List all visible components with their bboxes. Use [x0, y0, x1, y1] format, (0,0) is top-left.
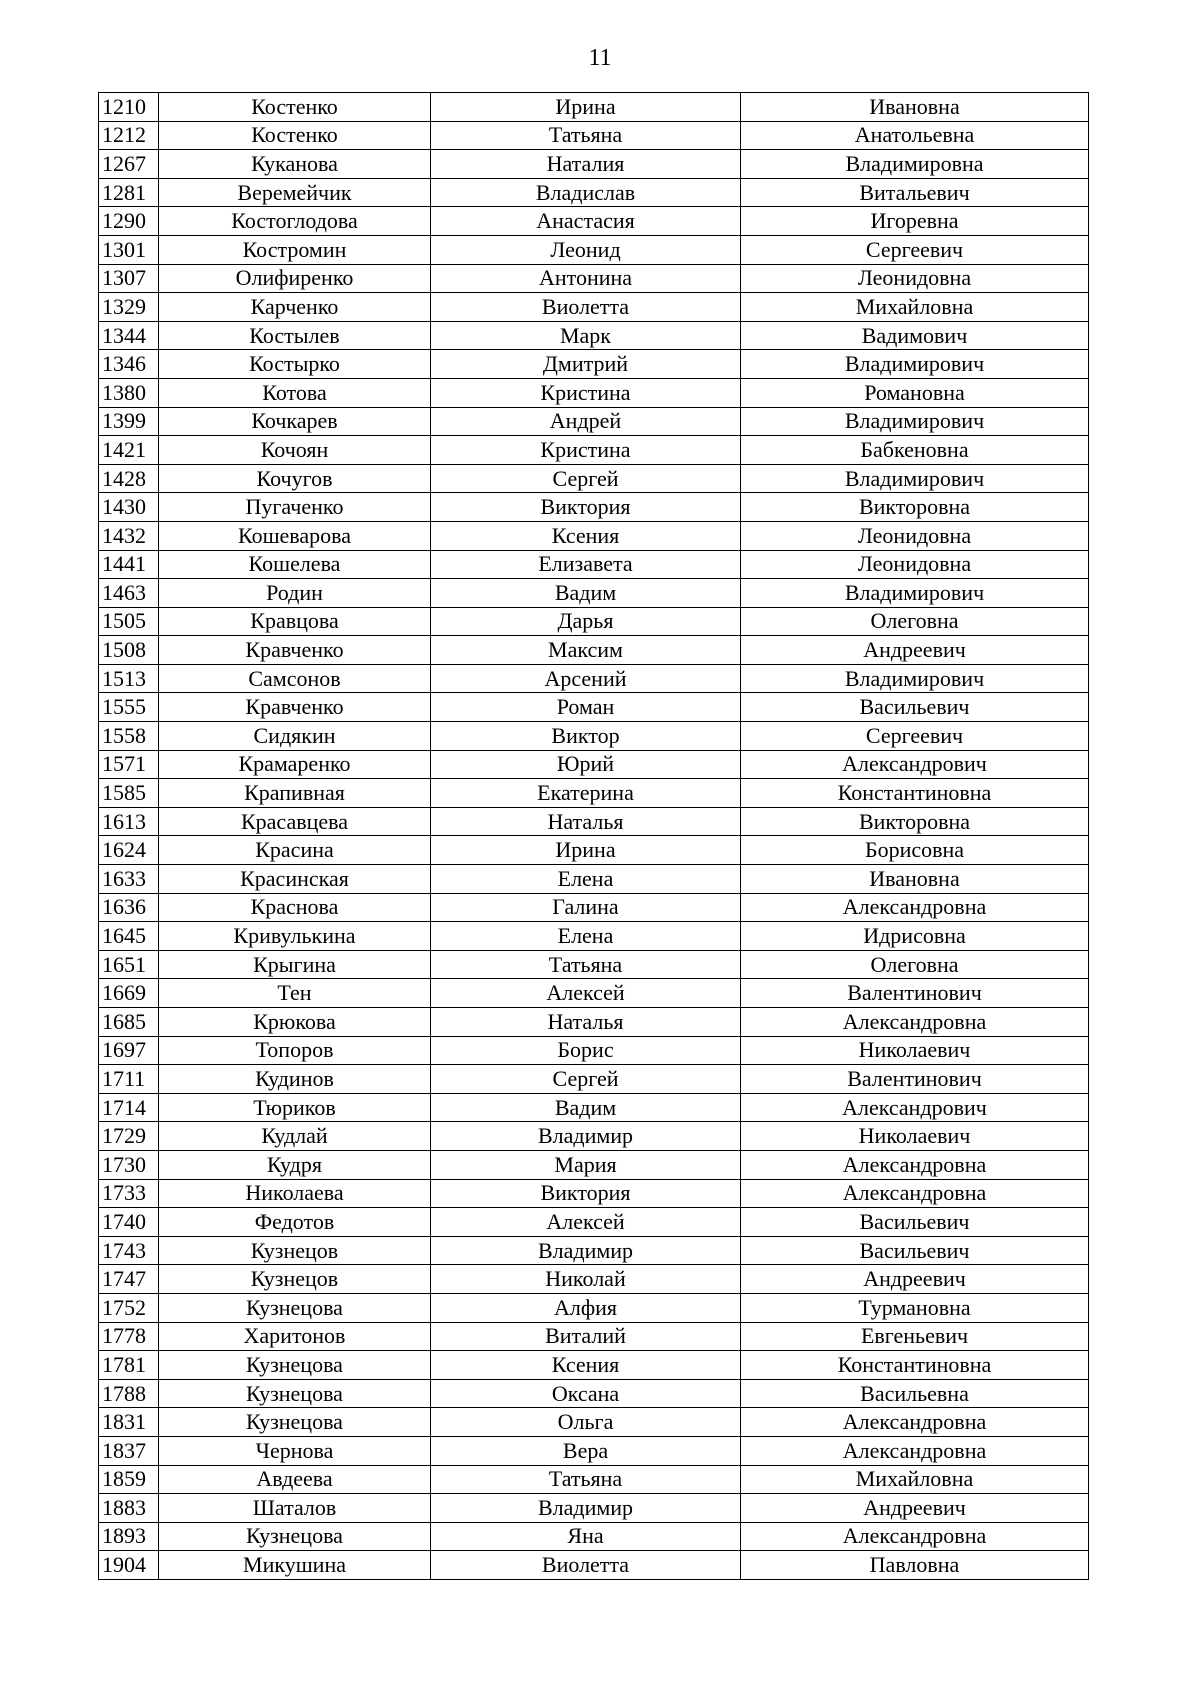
patronymic-cell: Викторовна — [741, 493, 1089, 522]
row-number-cell: 1740 — [99, 1208, 159, 1237]
table-row — [99, 121, 1089, 150]
row-number-cell: 1463 — [99, 579, 159, 608]
first-name-cell: Татьяна — [431, 1465, 741, 1494]
table-row — [99, 1351, 1089, 1380]
patronymic-cell: Игоревна — [741, 207, 1089, 236]
row-number-cell: 1669 — [99, 979, 159, 1008]
patronymic-cell: Вадимович — [741, 321, 1089, 350]
table-row — [99, 1322, 1089, 1351]
last-name-cell: Красинская — [159, 865, 431, 894]
last-name-cell: Шаталов — [159, 1494, 431, 1523]
first-name-cell: Мария — [431, 1150, 741, 1179]
row-number-cell: 1781 — [99, 1351, 159, 1380]
first-name-cell: Ирина — [431, 93, 741, 122]
patronymic-cell: Васильевич — [741, 693, 1089, 722]
row-number-cell: 1714 — [99, 1093, 159, 1122]
row-number-cell: 1697 — [99, 1036, 159, 1065]
row-number-cell: 1729 — [99, 1122, 159, 1151]
last-name-cell: Авдеева — [159, 1465, 431, 1494]
table-row — [99, 1122, 1089, 1151]
table-row — [99, 1150, 1089, 1179]
table-row — [99, 1208, 1089, 1237]
table-row — [99, 579, 1089, 608]
first-name-cell: Оксана — [431, 1379, 741, 1408]
patronymic-cell: Васильевич — [741, 1208, 1089, 1237]
last-name-cell: Костенко — [159, 93, 431, 122]
last-name-cell: Кошелева — [159, 550, 431, 579]
last-name-cell: Кузнецова — [159, 1522, 431, 1551]
table-row — [99, 1551, 1089, 1580]
last-name-cell: Крапивная — [159, 779, 431, 808]
row-number-cell: 1752 — [99, 1293, 159, 1322]
table-row — [99, 1293, 1089, 1322]
page-number: 11 — [588, 45, 612, 71]
patronymic-cell: Александровна — [741, 1150, 1089, 1179]
table-row — [99, 235, 1089, 264]
last-name-cell: Родин — [159, 579, 431, 608]
last-name-cell: Крыгина — [159, 950, 431, 979]
table-row — [99, 1236, 1089, 1265]
first-name-cell: Арсений — [431, 664, 741, 693]
table-row — [99, 1008, 1089, 1037]
row-number-cell: 1430 — [99, 493, 159, 522]
patronymic-cell: Борисовна — [741, 836, 1089, 865]
table-row — [99, 1036, 1089, 1065]
patronymic-cell: Турмановна — [741, 1293, 1089, 1322]
table-row — [99, 1065, 1089, 1094]
table-row — [99, 464, 1089, 493]
row-number-cell: 1711 — [99, 1065, 159, 1094]
row-number-cell: 1428 — [99, 464, 159, 493]
first-name-cell: Елена — [431, 865, 741, 894]
patronymic-cell: Леонидовна — [741, 521, 1089, 550]
patronymic-cell: Ивановна — [741, 93, 1089, 122]
patronymic-cell: Валентинович — [741, 979, 1089, 1008]
patronymic-cell: Михайловна — [741, 1465, 1089, 1494]
table-row — [99, 922, 1089, 951]
first-name-cell: Ксения — [431, 1351, 741, 1380]
first-name-cell: Антонина — [431, 264, 741, 293]
last-name-cell: Кудинов — [159, 1065, 431, 1094]
last-name-cell: Микушина — [159, 1551, 431, 1580]
table-row — [99, 350, 1089, 379]
row-number-cell: 1290 — [99, 207, 159, 236]
last-name-cell: Веремейчик — [159, 178, 431, 207]
row-number-cell: 1904 — [99, 1551, 159, 1580]
row-number-cell: 1329 — [99, 293, 159, 322]
table-row — [99, 1093, 1089, 1122]
row-number-cell: 1513 — [99, 664, 159, 693]
first-name-cell: Владимир — [431, 1494, 741, 1523]
patronymic-cell: Идрисовна — [741, 922, 1089, 951]
row-number-cell: 1778 — [99, 1322, 159, 1351]
patronymic-cell: Александровна — [741, 1179, 1089, 1208]
patronymic-cell: Александрович — [741, 1093, 1089, 1122]
first-name-cell: Дарья — [431, 607, 741, 636]
row-number-cell: 1307 — [99, 264, 159, 293]
first-name-cell: Николай — [431, 1265, 741, 1294]
last-name-cell: Чернова — [159, 1436, 431, 1465]
first-name-cell: Ксения — [431, 521, 741, 550]
table-row — [99, 893, 1089, 922]
patronymic-cell: Ивановна — [741, 865, 1089, 894]
last-name-cell: Красавцева — [159, 807, 431, 836]
first-name-cell: Наталия — [431, 150, 741, 179]
patronymic-cell: Михайловна — [741, 293, 1089, 322]
patronymic-cell: Андреевич — [741, 636, 1089, 665]
table-row — [99, 1379, 1089, 1408]
last-name-cell: Костылев — [159, 321, 431, 350]
last-name-cell: Кочоян — [159, 436, 431, 465]
row-number-cell: 1733 — [99, 1179, 159, 1208]
table-row — [99, 150, 1089, 179]
roster-table — [98, 92, 1089, 1580]
row-number-cell: 1788 — [99, 1379, 159, 1408]
last-name-cell: Краснова — [159, 893, 431, 922]
table-row — [99, 607, 1089, 636]
first-name-cell: Виталий — [431, 1322, 741, 1351]
table-row — [99, 1179, 1089, 1208]
row-number-cell: 1624 — [99, 836, 159, 865]
row-number-cell: 1747 — [99, 1265, 159, 1294]
first-name-cell: Елена — [431, 922, 741, 951]
table-row — [99, 264, 1089, 293]
table-row — [99, 178, 1089, 207]
row-number-cell: 1380 — [99, 378, 159, 407]
row-number-cell: 1212 — [99, 121, 159, 150]
row-number-cell: 1267 — [99, 150, 159, 179]
first-name-cell: Ирина — [431, 836, 741, 865]
first-name-cell: Вадим — [431, 1093, 741, 1122]
last-name-cell: Кошеварова — [159, 521, 431, 550]
patronymic-cell: Владимирович — [741, 407, 1089, 436]
patronymic-cell: Владимирович — [741, 350, 1089, 379]
table-row — [99, 779, 1089, 808]
first-name-cell: Сергей — [431, 1065, 741, 1094]
first-name-cell: Вера — [431, 1436, 741, 1465]
row-number-cell: 1558 — [99, 722, 159, 751]
last-name-cell: Крамаренко — [159, 750, 431, 779]
row-number-cell: 1645 — [99, 922, 159, 951]
row-number-cell: 1571 — [99, 750, 159, 779]
last-name-cell: Костырко — [159, 350, 431, 379]
first-name-cell: Леонид — [431, 235, 741, 264]
table-row — [99, 693, 1089, 722]
table-row — [99, 836, 1089, 865]
row-number-cell: 1837 — [99, 1436, 159, 1465]
patronymic-cell: Леонидовна — [741, 550, 1089, 579]
first-name-cell: Татьяна — [431, 121, 741, 150]
table-row — [99, 293, 1089, 322]
patronymic-cell: Романовна — [741, 378, 1089, 407]
table-row — [99, 865, 1089, 894]
patronymic-cell: Александровна — [741, 1408, 1089, 1437]
table-row — [99, 407, 1089, 436]
row-number-cell: 1301 — [99, 235, 159, 264]
last-name-cell: Костромин — [159, 235, 431, 264]
last-name-cell: Куканова — [159, 150, 431, 179]
table-row — [99, 750, 1089, 779]
table-row — [99, 1408, 1089, 1437]
patronymic-cell: Леонидовна — [741, 264, 1089, 293]
first-name-cell: Екатерина — [431, 779, 741, 808]
row-number-cell: 1555 — [99, 693, 159, 722]
last-name-cell: Сидякин — [159, 722, 431, 751]
row-number-cell: 1421 — [99, 436, 159, 465]
row-number-cell: 1281 — [99, 178, 159, 207]
table-row — [99, 1522, 1089, 1551]
last-name-cell: Кудря — [159, 1150, 431, 1179]
patronymic-cell: Васильевна — [741, 1379, 1089, 1408]
first-name-cell: Владимир — [431, 1236, 741, 1265]
patronymic-cell: Викторовна — [741, 807, 1089, 836]
patronymic-cell: Валентинович — [741, 1065, 1089, 1094]
row-number-cell: 1636 — [99, 893, 159, 922]
row-number-cell: 1346 — [99, 350, 159, 379]
last-name-cell: Красина — [159, 836, 431, 865]
patronymic-cell: Константиновна — [741, 779, 1089, 808]
last-name-cell: Костенко — [159, 121, 431, 150]
patronymic-cell: Витальевич — [741, 178, 1089, 207]
last-name-cell: Топоров — [159, 1036, 431, 1065]
row-number-cell: 1210 — [99, 93, 159, 122]
table-row — [99, 93, 1089, 122]
first-name-cell: Виктория — [431, 1179, 741, 1208]
row-number-cell: 1505 — [99, 607, 159, 636]
row-number-cell: 1399 — [99, 407, 159, 436]
last-name-cell: Кривулькина — [159, 922, 431, 951]
last-name-cell: Кочугов — [159, 464, 431, 493]
patronymic-cell: Бабкеновна — [741, 436, 1089, 465]
patronymic-cell: Олеговна — [741, 607, 1089, 636]
patronymic-cell: Владимировна — [741, 150, 1089, 179]
patronymic-cell: Евгеньевич — [741, 1322, 1089, 1351]
roster-table-body — [99, 93, 1089, 1580]
last-name-cell: Кузнецова — [159, 1351, 431, 1380]
last-name-cell: Пугаченко — [159, 493, 431, 522]
first-name-cell: Наталья — [431, 1008, 741, 1037]
patronymic-cell: Андреевич — [741, 1265, 1089, 1294]
table-row — [99, 521, 1089, 550]
row-number-cell: 1633 — [99, 865, 159, 894]
patronymic-cell: Владимирович — [741, 579, 1089, 608]
table-row — [99, 378, 1089, 407]
first-name-cell: Дмитрий — [431, 350, 741, 379]
patronymic-cell: Сергеевич — [741, 722, 1089, 751]
last-name-cell: Кравченко — [159, 636, 431, 665]
patronymic-cell: Константиновна — [741, 1351, 1089, 1380]
table-row — [99, 950, 1089, 979]
first-name-cell: Максим — [431, 636, 741, 665]
patronymic-cell: Александровна — [741, 1008, 1089, 1037]
table-row — [99, 436, 1089, 465]
first-name-cell: Марк — [431, 321, 741, 350]
patronymic-cell: Александрович — [741, 750, 1089, 779]
row-number-cell: 1831 — [99, 1408, 159, 1437]
table-row — [99, 807, 1089, 836]
patronymic-cell: Александровна — [741, 1436, 1089, 1465]
table-row — [99, 979, 1089, 1008]
first-name-cell: Наталья — [431, 807, 741, 836]
first-name-cell: Сергей — [431, 464, 741, 493]
patronymic-cell: Николаевич — [741, 1122, 1089, 1151]
row-number-cell: 1432 — [99, 521, 159, 550]
first-name-cell: Виктория — [431, 493, 741, 522]
last-name-cell: Кудлай — [159, 1122, 431, 1151]
first-name-cell: Владимир — [431, 1122, 741, 1151]
last-name-cell: Самсонов — [159, 664, 431, 693]
row-number-cell: 1859 — [99, 1465, 159, 1494]
table-row — [99, 664, 1089, 693]
first-name-cell: Яна — [431, 1522, 741, 1551]
row-number-cell: 1730 — [99, 1150, 159, 1179]
table-row — [99, 207, 1089, 236]
first-name-cell: Кристина — [431, 436, 741, 465]
first-name-cell: Алексей — [431, 979, 741, 1008]
last-name-cell: Кузнецова — [159, 1293, 431, 1322]
row-number-cell: 1585 — [99, 779, 159, 808]
row-number-cell: 1613 — [99, 807, 159, 836]
last-name-cell: Олифиренко — [159, 264, 431, 293]
last-name-cell: Кравченко — [159, 693, 431, 722]
row-number-cell: 1441 — [99, 550, 159, 579]
table-row — [99, 550, 1089, 579]
row-number-cell: 1344 — [99, 321, 159, 350]
first-name-cell: Татьяна — [431, 950, 741, 979]
first-name-cell: Виолетта — [431, 293, 741, 322]
first-name-cell: Виктор — [431, 722, 741, 751]
first-name-cell: Анастасия — [431, 207, 741, 236]
last-name-cell: Федотов — [159, 1208, 431, 1237]
first-name-cell: Роман — [431, 693, 741, 722]
patronymic-cell: Владимирович — [741, 664, 1089, 693]
table-row — [99, 1265, 1089, 1294]
patronymic-cell: Олеговна — [741, 950, 1089, 979]
last-name-cell: Кузнецова — [159, 1379, 431, 1408]
last-name-cell: Харитонов — [159, 1322, 431, 1351]
table-row — [99, 636, 1089, 665]
last-name-cell: Кузнецов — [159, 1265, 431, 1294]
last-name-cell: Кузнецов — [159, 1236, 431, 1265]
first-name-cell: Вадим — [431, 579, 741, 608]
patronymic-cell: Александровна — [741, 1522, 1089, 1551]
table-row — [99, 722, 1089, 751]
last-name-cell: Кравцова — [159, 607, 431, 636]
last-name-cell: Карченко — [159, 293, 431, 322]
table-row — [99, 493, 1089, 522]
patronymic-cell: Александровна — [741, 893, 1089, 922]
last-name-cell: Николаева — [159, 1179, 431, 1208]
patronymic-cell: Андреевич — [741, 1494, 1089, 1523]
patronymic-cell: Николаевич — [741, 1036, 1089, 1065]
patronymic-cell: Васильевич — [741, 1236, 1089, 1265]
patronymic-cell: Павловна — [741, 1551, 1089, 1580]
first-name-cell: Владислав — [431, 178, 741, 207]
table-row — [99, 1465, 1089, 1494]
first-name-cell: Кристина — [431, 378, 741, 407]
row-number-cell: 1508 — [99, 636, 159, 665]
row-number-cell: 1893 — [99, 1522, 159, 1551]
first-name-cell: Ольга — [431, 1408, 741, 1437]
table-row — [99, 321, 1089, 350]
first-name-cell: Юрий — [431, 750, 741, 779]
first-name-cell: Алфия — [431, 1293, 741, 1322]
row-number-cell: 1743 — [99, 1236, 159, 1265]
row-number-cell: 1685 — [99, 1008, 159, 1037]
table-row — [99, 1436, 1089, 1465]
patronymic-cell: Сергеевич — [741, 235, 1089, 264]
patronymic-cell: Владимирович — [741, 464, 1089, 493]
row-number-cell: 1883 — [99, 1494, 159, 1523]
first-name-cell: Галина — [431, 893, 741, 922]
row-number-cell: 1651 — [99, 950, 159, 979]
first-name-cell: Виолетта — [431, 1551, 741, 1580]
first-name-cell: Елизавета — [431, 550, 741, 579]
last-name-cell: Тюриков — [159, 1093, 431, 1122]
last-name-cell: Крюкова — [159, 1008, 431, 1037]
last-name-cell: Кочкарев — [159, 407, 431, 436]
last-name-cell: Костоглодова — [159, 207, 431, 236]
patronymic-cell: Анатольевна — [741, 121, 1089, 150]
last-name-cell: Тен — [159, 979, 431, 1008]
first-name-cell: Алексей — [431, 1208, 741, 1237]
first-name-cell: Борис — [431, 1036, 741, 1065]
first-name-cell: Андрей — [431, 407, 741, 436]
last-name-cell: Котова — [159, 378, 431, 407]
last-name-cell: Кузнецова — [159, 1408, 431, 1437]
table-row — [99, 1494, 1089, 1523]
